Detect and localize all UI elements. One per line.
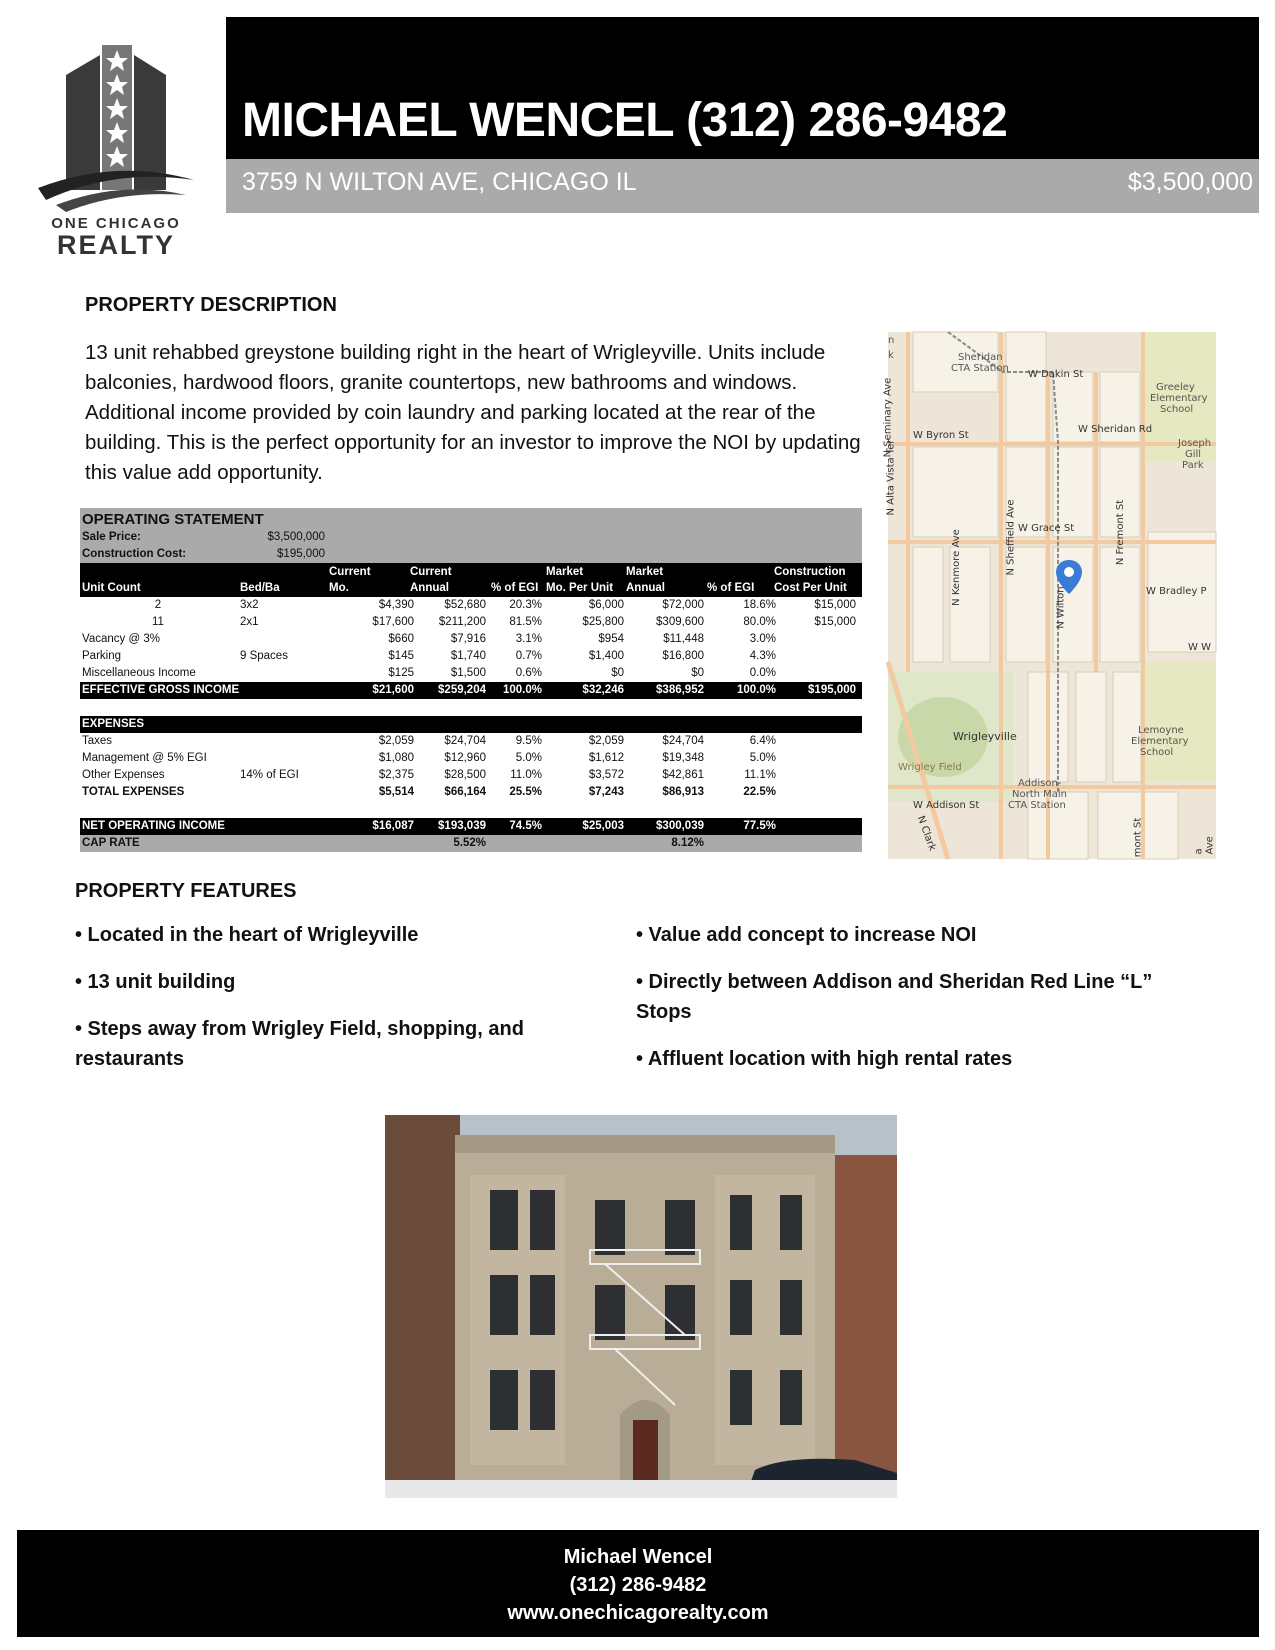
footer-website[interactable]: www.onechicagorealty.com (507, 1602, 769, 1624)
cell-current-mo: $660 (388, 633, 414, 645)
map-label: Elementary (1150, 393, 1208, 404)
property-price: $3,500,000 (1127, 168, 1253, 196)
cell-current-annual: $1,740 (450, 650, 486, 662)
cell-current-annual: $12,960 (444, 752, 486, 764)
col-pct-egi-2: % of EGI (707, 582, 755, 594)
col-current-annual-1: Current (410, 566, 452, 578)
cell-pct-egi-market: 11.1% (744, 769, 776, 781)
col-current-mo-2: Mo. (329, 582, 349, 594)
features-title: PROPERTY FEATURES (75, 880, 297, 902)
cell-pct-egi: 0.7% (515, 650, 542, 662)
cell-market-mo: $32,246 (582, 684, 624, 696)
cell-current-mo: $4,390 (378, 599, 414, 611)
cell-pct-egi: 9.5% (515, 735, 542, 747)
cell-pct-egi-market: 6.4% (749, 735, 776, 747)
cell-current-annual: $1,500 (450, 667, 486, 679)
col-construction-2: Cost Per Unit (774, 582, 847, 594)
map-label: N Wilton (1055, 586, 1067, 629)
map-label: Lemoyne (1138, 725, 1184, 736)
map-label: North Main (1012, 789, 1068, 800)
cell-pct-egi: 81.5% (509, 616, 542, 628)
cell-label: Other Expenses (82, 769, 165, 781)
map-label: Wrigleyville (953, 730, 1017, 743)
operating-header (80, 508, 862, 563)
cell-pct-egi-market: 77.5% (743, 820, 776, 832)
construction-label: Construction Cost: (82, 548, 187, 560)
cell-label: Taxes (82, 735, 113, 747)
cell-market-annual: $19,348 (662, 752, 704, 764)
map-label: k (888, 350, 894, 361)
cell-bed-ba: 9 Spaces (240, 650, 288, 662)
operating-title: OPERATING STATEMENT (82, 511, 264, 528)
cell-pct-egi-market: 22.5% (743, 786, 776, 798)
cell-market-mo: $6,000 (588, 599, 624, 611)
total-expenses-row (80, 784, 862, 801)
col-market-annual-1: Market (626, 566, 664, 578)
feature-item: • 13 unit building (75, 971, 236, 993)
cell-market-mo: $0 (611, 667, 624, 679)
map-label: Joseph (1178, 438, 1212, 449)
table-row (80, 767, 862, 784)
cell-pct-egi: 74.5% (509, 820, 542, 832)
cell-pct-egi: 11.0% (510, 769, 542, 781)
cell-current-mo: $145 (388, 650, 414, 662)
property-address: 3759 N WILTON AVE, CHICAGO IL (242, 168, 637, 196)
cell-market-annual: $0 (691, 667, 704, 679)
map-label: N Clark (914, 814, 938, 853)
egi-row (80, 682, 862, 699)
footer-bar (17, 1530, 1259, 1637)
construction-row (82, 546, 325, 563)
cell-label: Parking (82, 650, 121, 662)
cell-current-mo: $2,375 (378, 769, 414, 781)
cell-market-annual: $72,000 (662, 599, 704, 611)
cell-label: EFFECTIVE GROSS INCOME (82, 684, 240, 696)
spacer-row (80, 801, 862, 818)
col-current-mo-1: Current (329, 566, 371, 578)
map-label: W Grace St (1018, 523, 1075, 534)
cell-current-mo: $21,600 (372, 684, 414, 696)
cell-pct-egi-market: 4.3% (749, 650, 776, 662)
feature-item: • Steps away from Wrigley Field, shopping, and restaurants (75, 1018, 524, 1070)
col-bed-ba: Bed/Ba (240, 582, 280, 594)
cell-current-mo: $1,080 (378, 752, 414, 764)
cell-basis: 14% of EGI (240, 769, 299, 781)
cell-pct-egi: 25.5% (509, 786, 542, 798)
cell-pct-egi-market: 5.0% (749, 752, 776, 764)
col-construction-1: Construction (774, 566, 846, 578)
logo-text-line2: REALTY (57, 230, 175, 260)
map-label: W Byron St (913, 430, 969, 441)
cell-current-annual: $66,164 (444, 786, 486, 798)
map-label: N Alta Vista Ter (885, 439, 897, 516)
cell-pct-egi: 5.0% (515, 752, 542, 764)
cell-market-annual: $300,039 (656, 820, 704, 832)
cell-market-annual: $16,800 (662, 650, 704, 662)
cell-pct-egi-market: 18.6% (743, 599, 776, 611)
cell-market-mo: $1,612 (588, 752, 624, 764)
col-market-annual-2: Annual (626, 582, 665, 594)
cell-market-annual: $24,704 (662, 735, 704, 747)
spacer-row (80, 699, 862, 716)
table-row (80, 648, 862, 665)
cell-current-mo: $5,514 (378, 786, 414, 798)
feature-item: • Directly between Addison and Sheridan Red Line “L” Stops (636, 971, 1153, 1023)
map-label: a Ave (1193, 836, 1216, 855)
cell-market-mo: $954 (598, 633, 624, 645)
col-market-mo-1: Market (546, 566, 584, 578)
col-current-annual-2: Annual (410, 582, 449, 594)
cell-pct-egi: 0.6% (515, 667, 542, 679)
cell-market-mo: $1,400 (588, 650, 624, 662)
agent-title: MICHAEL WENCEL (312) 286-9482 (242, 94, 1008, 147)
cell-unit-count: 2 (154, 599, 162, 611)
map-label: N Seminary Ave (882, 377, 894, 458)
footer-name: Michael Wencel (563, 1546, 713, 1568)
cell-market-annual: $86,913 (662, 786, 704, 798)
footer-phone: (312) 286-9482 (569, 1574, 707, 1596)
col-unit-count: Unit Count (82, 582, 141, 594)
cell-current-annual: $211,200 (438, 616, 486, 628)
map-label: W Bradley P (1146, 586, 1207, 597)
map-label: Addison- (1018, 778, 1062, 789)
cell-current-mo: $17,600 (372, 616, 414, 628)
cell-construction: $15,000 (814, 616, 856, 628)
operating-statement (80, 508, 862, 852)
table-row (80, 597, 862, 614)
cell-current-mo: $2,059 (378, 735, 414, 747)
map-label: n (888, 335, 895, 346)
map-label: Sheridan (958, 352, 1003, 363)
cell-pct-egi-market: 3.0% (749, 633, 776, 645)
table-row (80, 631, 862, 648)
cell-market-cap: 8.12% (671, 837, 704, 849)
property-photo (385, 1115, 897, 1498)
map-label: N Kenmore Ave (950, 529, 962, 606)
map-label: CTA Station (1008, 800, 1066, 811)
cell-pct-egi-market: 100.0% (736, 684, 776, 696)
cell-current-cap: 5.52% (453, 837, 486, 849)
map-label: Elementary (1131, 736, 1189, 747)
cell-construction: $195,000 (808, 684, 856, 696)
table-row (80, 665, 862, 682)
feature-item: • Located in the heart of Wrigleyville (75, 924, 419, 946)
map-label: Wrigley Field (898, 762, 962, 773)
table-row (80, 614, 862, 631)
table-row (80, 733, 862, 750)
feature-item: • Value add concept to increase NOI (636, 924, 977, 946)
map-label: W W (1188, 642, 1211, 653)
map-label: Greeley (1156, 382, 1195, 393)
map-label: W Addison St (913, 800, 980, 811)
cell-current-annual: $7,916 (450, 633, 486, 645)
map-label: Gill (1185, 449, 1202, 460)
cell-pct-egi-market: 0.0% (749, 667, 776, 679)
cell-market-mo: $7,243 (588, 786, 624, 798)
cell-current-annual: $28,500 (444, 769, 486, 781)
header-bar (226, 17, 1259, 159)
cell-market-mo: $3,572 (588, 769, 624, 781)
company-logo (36, 40, 196, 260)
cell-construction: $15,000 (814, 599, 856, 611)
col-market-mo-2: Mo. Per Unit (546, 582, 614, 594)
cell-market-mo: $2,059 (588, 735, 624, 747)
map-label: W Sheridan Rd (1078, 424, 1153, 435)
sale-price-row (82, 529, 325, 546)
cell-market-annual: $11,448 (663, 633, 704, 645)
cap-rate-row (80, 835, 862, 852)
sale-price-label: Sale Price: (82, 531, 141, 543)
cell-market-annual: $386,952 (656, 684, 704, 696)
map-label: School (1160, 404, 1194, 415)
cell-bed-ba: 2x1 (240, 616, 259, 628)
map-label: W Dakin St (1028, 369, 1084, 380)
cell-market-annual: $42,861 (662, 769, 704, 781)
map-label: Park (1182, 460, 1204, 471)
cell-current-annual: $24,704 (444, 735, 486, 747)
cell-label: Miscellaneous Income (82, 667, 196, 679)
cell-current-annual: $52,680 (444, 599, 486, 611)
logo-text-line1: ONE CHICAGO (51, 215, 181, 232)
map-label: CTA Station (951, 363, 1009, 374)
cell-unit-count: 11 (152, 616, 164, 628)
map-label: mont St (1132, 817, 1144, 858)
building-photo-icon (385, 1115, 897, 1498)
cell-market-mo: $25,800 (582, 616, 624, 628)
expenses-header-row (80, 716, 862, 733)
map-label: N Sheffield Ave (1005, 499, 1017, 576)
table-row (80, 750, 862, 767)
cell-bed-ba: 3x2 (240, 599, 259, 611)
cell-market-annual: $309,600 (656, 616, 704, 628)
cell-pct-egi: 3.1% (515, 633, 542, 645)
operating-column-header (80, 563, 862, 597)
building-star-icon (36, 40, 196, 215)
cell-market-mo: $25,003 (582, 820, 624, 832)
map-label: School (1140, 747, 1174, 758)
description-text: 13 unit rehabbed greystone building right in the heart of Wrigleyville. Units include balconies, hardwood floors, granite countertops, new bathrooms and windows. Additional income provided by coin laundry and parking located at the rear of the building. This is the perfect opportunity for an investor to improve the NOI by updating this value add opportunity. (85, 341, 861, 484)
expenses-title: EXPENSES (82, 718, 144, 730)
address-bar (226, 159, 1259, 213)
cell-pct-egi-market: 80.0% (743, 616, 776, 628)
cell-current-annual: $193,039 (438, 820, 486, 832)
feature-item: • Affluent location with high rental rates (636, 1048, 1013, 1070)
cell-label: Management @ 5% EGI (82, 752, 207, 764)
cell-label: TOTAL EXPENSES (82, 786, 185, 798)
location-map[interactable] (882, 332, 1216, 859)
cell-label: Vacancy @ 3% (82, 633, 160, 645)
col-pct-egi-1: % of EGI (491, 582, 539, 594)
cell-current-annual: $259,204 (438, 684, 486, 696)
cell-current-mo: $16,087 (372, 820, 414, 832)
description-title: PROPERTY DESCRIPTION (85, 294, 337, 316)
construction-value: $195,000 (277, 548, 325, 560)
cell-label: CAP RATE (82, 837, 140, 849)
sale-price-value: $3,500,000 (267, 531, 325, 543)
cell-pct-egi: 100.0% (502, 684, 542, 696)
map-label: N Fremont St (1115, 499, 1127, 566)
cell-label: NET OPERATING INCOME (82, 820, 225, 832)
cell-pct-egi: 20.3% (509, 599, 542, 611)
cell-current-mo: $125 (388, 667, 414, 679)
noi-row (80, 818, 862, 835)
